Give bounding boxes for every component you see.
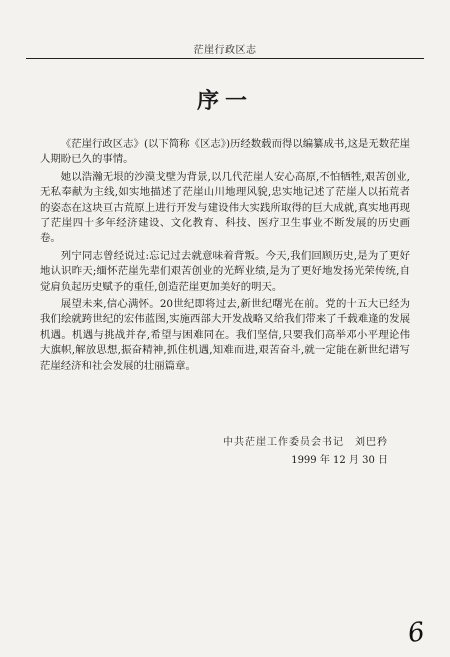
- paragraph-4: 展望未来,信心满怀。20世纪即将过去,新世纪曙光在前。党的十五大已经为我们绘就跨世纪的宏伟蓝图,实施西部大开发战略又给我们带来了千载难逢的发展机遇。机遇与挑战并存,希望与困难同在。我们坚信,只要我们高举邓小平理论伟大旗帜,解放思想,振奋精神,抓住机遇,知难而进,艰苦奋斗,就一定能在新世纪谱写茫崖经济和社会发展的壮丽篇章。: [40, 298, 410, 372]
- paragraph-1: 《茫崖行政区志》(以下简称《区志》)历经数载而得以编纂成书,这是无数茫崖人期盼已久的事情。: [40, 138, 410, 166]
- page-title: 序一: [196, 89, 253, 114]
- signature-line: 中共茫崖工作委员会书记 刘巴矜: [223, 437, 388, 448]
- paragraph-3: 列宁同志曾经说过:忘记过去就意味着背叛。今天,我们回顾历史,是为了更好地认识昨天;缅怀茫崖先辈们艰苦创业的光辉业绩,是为了更好地发扬光荣传统,自觉肩负起历史赋予的重任,创造茫崖更加美好的明天。: [40, 249, 410, 293]
- signature-date: 1999 年 12 月 30 日: [291, 455, 388, 466]
- handwritten-page-number: 6: [405, 616, 427, 650]
- running-header: 茫崖行政区志: [193, 45, 257, 56]
- header-divider: [26, 58, 424, 59]
- preface-body: [40, 137, 410, 376]
- paragraph-2: 她以浩瀚无垠的沙漠戈壁为背景,以几代茫崖人安心高原,不怕牺牲,艰苦创业,无私奉献为主线,如实地描述了茫崖山川地理风貌,忠实地记述了茫崖人以拓荒者的姿态在这块亘古荒原上进行开发与建设伟大实践所取得的巨大成就,真实地再现了茫崖四十多年经济建设、文化教育、科技、医疗卫生事业不断发展的历史画卷。: [40, 170, 410, 245]
